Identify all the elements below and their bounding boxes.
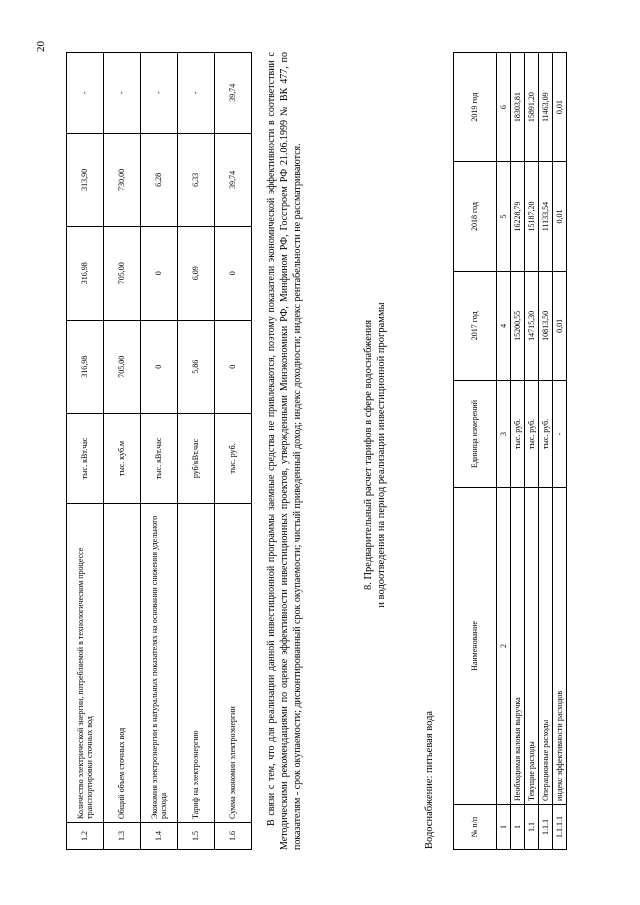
table-cell: Общий объем сточных вод [104,504,141,823]
table-cell: 10813,50 [539,271,553,380]
table-cell: 6,09 [178,227,215,320]
column-number-cell: 2 [497,488,511,805]
table-cell: 1.6 [215,823,252,850]
table-cell: 5,86 [178,320,215,413]
table-cell: Сумма экономии электроэнергии [215,504,252,823]
table-cell: 316,98 [67,320,104,413]
header-cell: Единица измерений [454,381,497,488]
table-cell: 1.2 [67,823,104,850]
column-number-row [497,53,511,850]
electricity-savings-table [66,52,252,850]
table-row [553,53,567,850]
table-cell: тыс. кВт.час [67,414,104,504]
table-cell: 6,28 [141,133,178,226]
table-cell: 15187,20 [525,162,539,271]
table-cell: тыс. руб. [525,381,539,488]
tariff-table [453,52,567,850]
header-cell: 2019 год [454,53,497,162]
table-cell: 0,01 [553,162,567,271]
column-number-cell: 5 [497,162,511,271]
table-row [511,53,525,850]
table-cell: 705,00 [104,320,141,413]
table-cell: 16228,79 [511,162,525,271]
table-cell: 0 [215,227,252,320]
table-row [67,53,104,850]
table-cell: тыс. руб. [539,381,553,488]
table-cell: 0,01 [553,271,567,380]
table-cell: Количество электрической энергии, потребляемой в технологическом процессе транспортировки сточных вод [67,504,104,823]
table-cell: 1.5 [178,823,215,850]
table-cell: тыс. куб.м [104,414,141,504]
table-cell: Тариф на электроэнергию [178,504,215,823]
table-cell: 1.1 [525,805,539,850]
table-cell: руб/кВт.час [178,414,215,504]
table-cell: 18303,81 [511,53,525,162]
table-cell: 0 [141,320,178,413]
table-cell: 316,98 [67,227,104,320]
table-cell: 11133,54 [539,162,553,271]
table-row [104,53,141,850]
page-number: 20 [35,41,47,52]
table-cell: - [67,53,104,134]
body-paragraph: В связи с тем, что для реализации данной инвестиционной программы заемные средства не привлекаются, поэтому показатели экономической эффективности в соответствии с Методическими рекомендациями по оценке эффективности инвестиционных проектов, утвержденными Минэкономики РФ, Минфином РФ, Госстроем РФ 21.06.1999 № ВК 477, по показателям - срок окупаемости; дисконтированный срок окупаемости; чистый приведенный доход; индекс доходности; индекс рентабельности не рассматриваются. [266,52,303,850]
table-cell: 730,00 [104,133,141,226]
table-row [215,53,252,850]
section-heading-line-1: 8. Предварительный расчет тарифов в сфере водоснабжения [363,319,374,591]
table-cell: 0 [141,227,178,320]
subtitle: Водоснабжение: питьевая вода [424,710,435,849]
table-cell: 6,33 [178,133,215,226]
header-cell: № п/п [454,805,497,850]
header-cell: Наименование [454,488,497,805]
table-cell: индекс эффективности расходов [553,488,567,805]
table-row [539,53,553,850]
table-cell: 14715,30 [525,271,539,380]
table-cell: 39,74 [215,53,252,134]
table-header-row [454,53,497,850]
table-cell: - [104,53,141,134]
table-cell: Операционные расходы [539,488,553,805]
table-cell: 1.3 [104,823,141,850]
table-row [178,53,215,850]
table-cell: 0,01 [553,53,567,162]
column-number-cell: 4 [497,271,511,380]
table-cell: тыс. кВт.час [141,414,178,504]
table-cell: - [553,381,567,488]
table-cell: 11463,09 [539,53,553,162]
table-cell: 1.1.1.1 [553,805,567,850]
table-cell: Необходимая валовая выручка [511,488,525,805]
table-cell: тыс. руб. [215,414,252,504]
table-cell: 15200,55 [511,271,525,380]
section-heading-line-2: и водоотведения на период реализации инвестиционной программы [376,302,387,608]
header-cell: 2018 год [454,162,497,271]
table-row [141,53,178,850]
table-cell: 1.4 [141,823,178,850]
column-number-cell: 1 [497,805,511,850]
table-cell: 1 [511,805,525,850]
header-cell: 2017 год [454,271,497,380]
table-cell: 39,74 [215,133,252,226]
section-heading [362,245,388,665]
table-row [525,53,539,850]
table-cell: 1.1.1 [539,805,553,850]
table-cell: 705,00 [104,227,141,320]
table-cell: 0 [215,320,252,413]
table-cell: - [141,53,178,134]
table-cell: 313,90 [67,133,104,226]
table-cell: 15891,20 [525,53,539,162]
column-number-cell: 3 [497,381,511,488]
table-cell: Текущие расходы [525,488,539,805]
table-cell: Экономия электроэнергии в натуральных показателях на основании снижения удельного расхода [141,504,178,823]
table-cell: тыс. руб. [511,381,525,488]
table-cell: - [178,53,215,134]
column-number-cell: 6 [497,53,511,162]
